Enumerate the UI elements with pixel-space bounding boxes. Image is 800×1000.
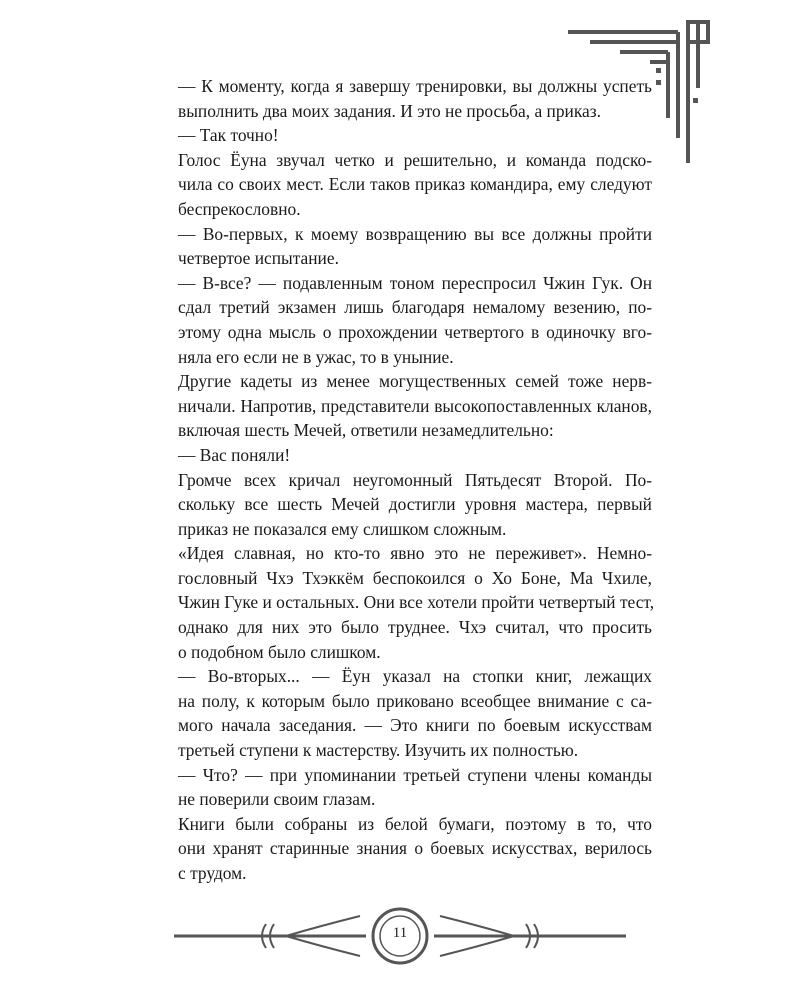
paragraph — [178, 369, 652, 443]
text-line: — Так точно! — [178, 125, 279, 146]
paragraph — [178, 123, 652, 148]
text-line: Книги были собраны из белой бумаги, поэтому в то, что — [178, 813, 652, 834]
text-line: — В-все? — подавленным тоном переспросил Чжин Гук. Он — [178, 272, 652, 293]
text-line: — Во-первых, к моему возвращению вы все должны пройти — [178, 223, 652, 244]
page-number: 11 — [392, 925, 408, 941]
paragraph — [178, 468, 652, 542]
text-line: «Идея славная, но кто-то явно это не переживет». Немно- — [178, 543, 652, 564]
text-line: четвертое испытание. — [178, 248, 339, 269]
text-line: няла его если не в ужас, то в уныние. — [178, 346, 454, 367]
paragraph — [178, 763, 652, 812]
paragraph — [178, 74, 652, 123]
text-line: — Во-вторых... — Ёун указал на стопки книг, лежащих — [178, 666, 652, 687]
text-line: беспрекословно. — [178, 198, 301, 219]
text-line: гословный Чхэ Тхэккём беспокоился о Хо Боне, Ма Чхиле, — [178, 567, 652, 588]
paragraph — [178, 148, 652, 222]
text-line: — К моменту, когда я завершу тренировки, вы должны успеть — [178, 76, 652, 96]
text-line: на полу, к которым было приковано всеобщее внимание с са- — [178, 690, 652, 711]
text-line: приказ не показался ему слишком сложным. — [178, 518, 507, 539]
text-line: Громче всех кричал неугомонный Пятьдесят Второй. По- — [178, 469, 652, 490]
paragraph — [178, 541, 655, 664]
text-line: выполнить два моих задания. И это не просьба, а приказ. — [178, 100, 601, 121]
text-line: не поверили своим глазам. — [178, 789, 376, 810]
text-line: мого начала заседания. — Это книги по боевым искусствам — [178, 715, 652, 736]
text-line: с трудом. — [178, 863, 247, 883]
text-line: — Что? — при упоминании третьей ступени члены команды — [178, 764, 652, 785]
paragraph — [178, 271, 652, 369]
text-line: третьей ступени к мастерству. Изучить их полностью. — [178, 740, 579, 761]
paragraph — [178, 222, 652, 271]
text-line: Голос Ёуна звучал четко и решительно, и команда подско- — [178, 149, 652, 170]
text-line: они хранят старинные знания о боевых искусствах, верилось — [178, 838, 652, 859]
text-line: этому одна мысль о прохождении четвертого в одиночку вго- — [178, 321, 652, 342]
body-text — [178, 74, 655, 886]
paragraph — [178, 812, 652, 886]
paragraph — [178, 664, 652, 762]
text-line: ничали. Напротив, представители высокопоставленных кланов, — [178, 395, 652, 416]
text-line: о подобном было слишком. — [178, 641, 381, 662]
text-line: однако для них это было труднее. Чхэ считал, что просить — [178, 617, 652, 638]
text-line: скольку все шесть Мечей достигли уровня мастера, первый — [178, 494, 652, 515]
text-line: чила со своих мест. Если таков приказ командира, ему следуют — [178, 174, 652, 195]
text-line: — Вас поняли! — [178, 444, 291, 465]
text-line: включая шесть Мечей, ответили незамедлительно: — [178, 420, 554, 441]
paragraph — [178, 443, 652, 468]
text-line: Другие кадеты из менее могущественных семей тоже нерв- — [178, 371, 652, 392]
text-line: сдал третий экзамен лишь благодаря немалому везению, по- — [178, 297, 652, 318]
text-line: Чжин Гуке и остальных. Они все хотели пройти четвертый тест, — [178, 592, 655, 613]
